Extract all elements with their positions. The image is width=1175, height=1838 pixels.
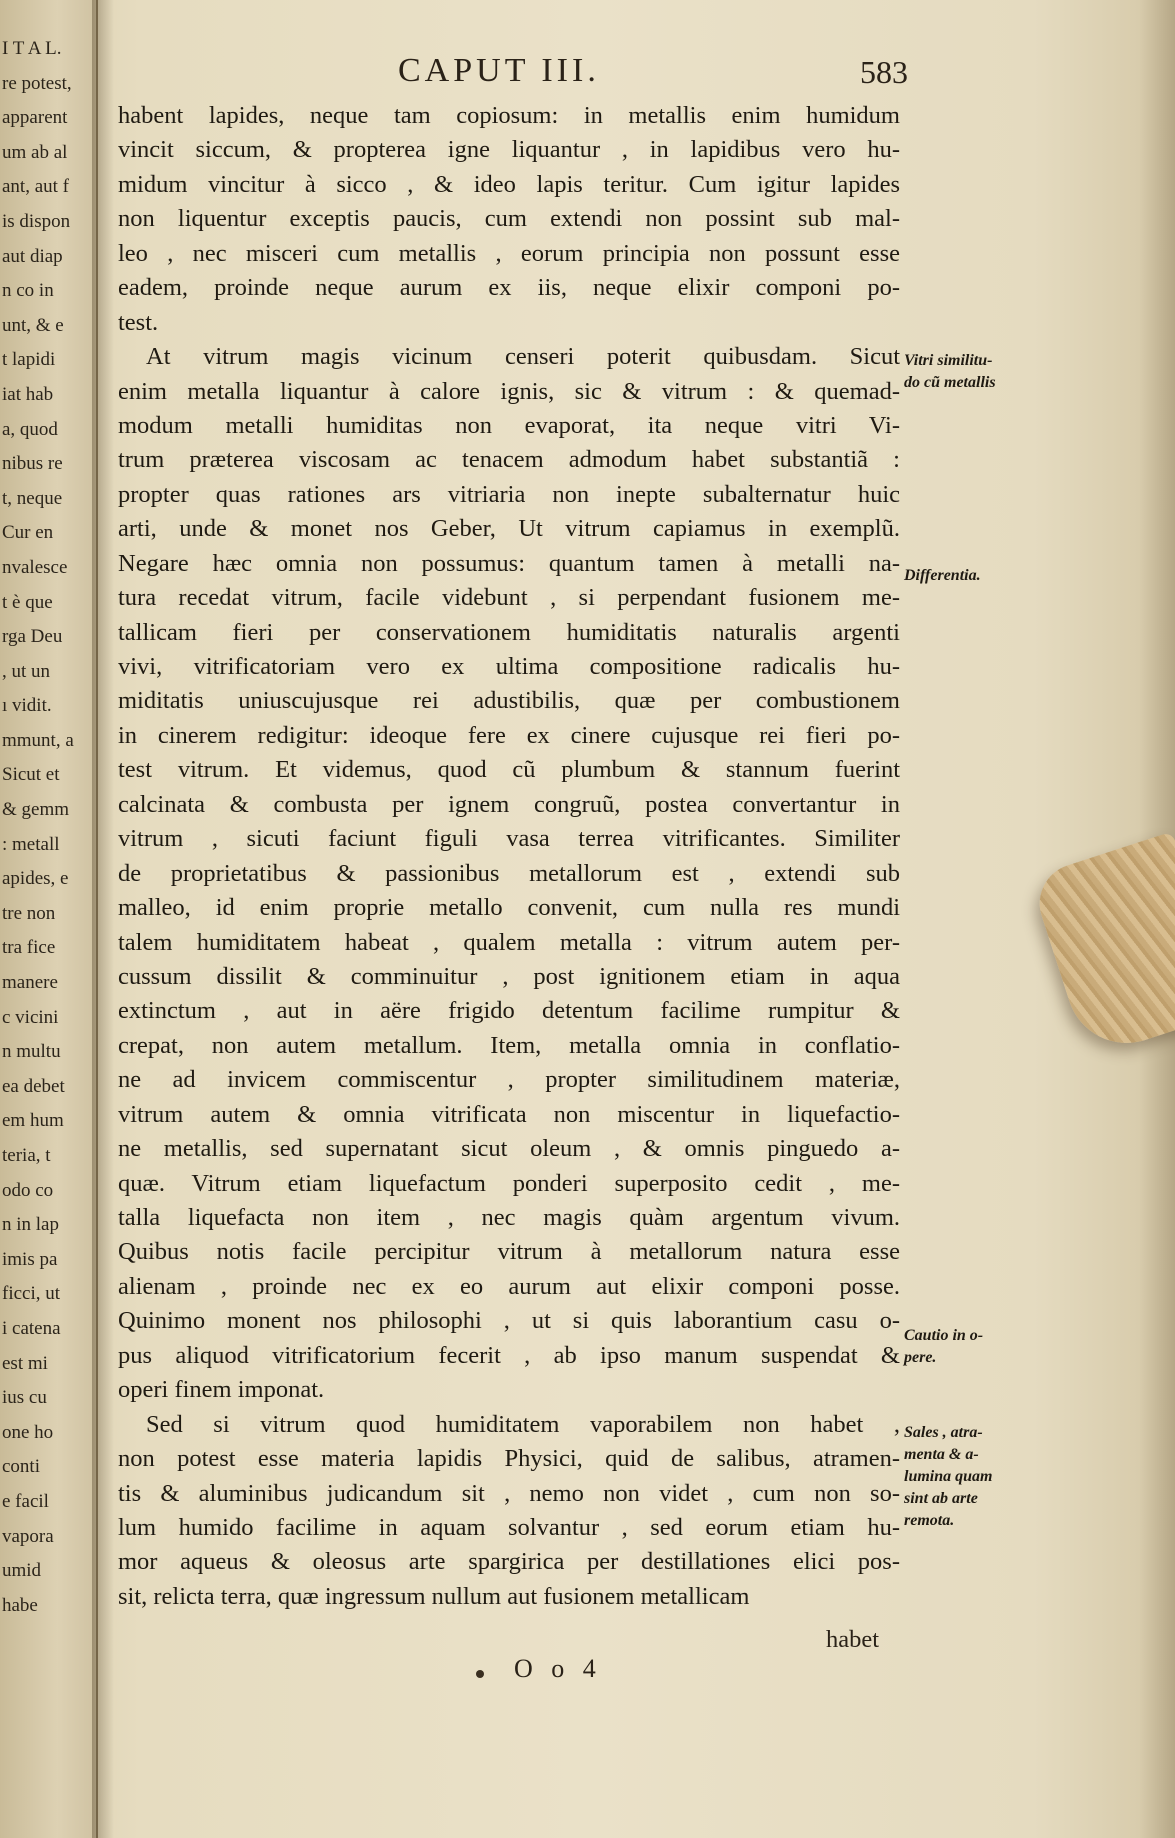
- facing-page-fragment: iat hab: [2, 383, 54, 405]
- facing-page-fragment: n multu: [2, 1041, 61, 1063]
- margin-note-line: Differentia.: [904, 567, 981, 584]
- facing-page-fragment: mmunt, a: [2, 729, 74, 751]
- text-line: alienam , proinde nec ex eo aurum aut elixir componi posse.: [118, 1272, 900, 1300]
- facing-page-fragment: rga Deu: [2, 626, 63, 648]
- facing-page-fragment: : metall: [2, 833, 60, 855]
- facing-page-fragment: odo co: [2, 1179, 54, 1201]
- text-line: arti, unde & monet nos Geber, Ut vitrum capiamus in exemplũ.: [118, 515, 900, 543]
- margin-note-line: sint ab arte: [904, 1490, 978, 1507]
- text-line: calcinata & combusta per ignem congruũ, postea convertantur in: [118, 790, 900, 818]
- facing-page-fragment: habe: [2, 1594, 38, 1616]
- text-line: tura recedat vitrum, facile videbunt , si perpendant fusionem me-: [118, 584, 900, 612]
- text-line: quæ. Vitrum etiam liquefactum ponderi superposito cedit , me-: [118, 1169, 900, 1197]
- text-line: pus aliquod vitrificatorium fecerit , ab ipso manum suspendat &: [118, 1341, 900, 1369]
- text-line: malleo, id enim proprie metallo convenit, cum nulla res mundi: [118, 894, 900, 922]
- text-line: operi finem imponat.: [118, 1376, 325, 1404]
- wooden-page-weight: [1029, 831, 1175, 1058]
- margin-note: [904, 1325, 983, 1369]
- gutter-shadow: [92, 0, 114, 1838]
- facing-page-fragment: nvalesce: [2, 556, 68, 578]
- text-line: At vitrum magis vicinum censeri poterit quibusdam. Sicut: [146, 343, 900, 371]
- signature-mark: O o 4: [514, 1654, 602, 1683]
- facing-page-fragment: manere: [2, 972, 58, 994]
- text-line: tis & aluminibus judicandum sit , nemo non videt , cum non so-: [118, 1479, 900, 1507]
- text-line: talem humiditatem habeat , qualem metalla : vitrum autem per-: [118, 928, 900, 956]
- facing-page-fragment: conti: [2, 1456, 40, 1478]
- facing-page-fragment: I T A L.: [2, 38, 62, 59]
- text-line: mor aqueus & oleosus arte spargirica per destillationes elici pos-: [118, 1548, 900, 1576]
- margin-note-line: Vitri similitu-: [904, 352, 993, 369]
- facing-page-fragment: ı vidit.: [2, 695, 52, 717]
- facing-page-fragment: t lapidi: [2, 349, 56, 371]
- text-line: non liquentur exceptis paucis, cum extendi non possint sub mal-: [118, 205, 900, 233]
- facing-page-fragment: ficci, ut: [2, 1283, 61, 1305]
- facing-page-fragment: teria, t: [2, 1145, 51, 1166]
- margin-note: [904, 1422, 992, 1532]
- margin-note-line: menta & a-: [904, 1446, 979, 1463]
- facing-page-fragment: t, neque: [2, 487, 63, 509]
- facing-page-edge: [0, 0, 98, 1838]
- facing-page-fragment: re potest,: [2, 72, 72, 94]
- facing-page-fragment: tre non: [2, 902, 56, 924]
- text-line: Negare hæc omnia non possumus: quantum tamen à metalli na-: [118, 549, 900, 577]
- page-number: 583: [860, 54, 908, 90]
- margin-note-line: Cautio in o-: [904, 1327, 984, 1344]
- text-line: vitrum , sicuti faciunt figuli vasa terrea vitrificantes. Similiter: [118, 825, 900, 853]
- margin-note-line: remota.: [904, 1512, 955, 1529]
- text-line: sit, relicta terra, quæ ingressum nullum aut fusionem metallicam: [118, 1582, 750, 1610]
- facing-page-fragment: vapora: [2, 1525, 54, 1547]
- facing-page-fragment: nibus re: [2, 453, 63, 475]
- text-line: crepat, non autem metallum. Item, metalla omnia in conflatio-: [118, 1031, 900, 1059]
- facing-page-fragment: n in lap: [2, 1214, 59, 1236]
- text-line: tallicam fieri per conservationem humiditatis naturalis argenti: [118, 618, 900, 646]
- text-line: ne metallis, sed supernatant sicut oleum , & omnis pinguedo a-: [118, 1135, 900, 1163]
- facing-page-fragment: est mi: [2, 1352, 48, 1374]
- facing-page-fragment: one ho: [2, 1421, 54, 1443]
- margin-note: [904, 565, 981, 587]
- facing-page-fragment: e facil: [2, 1490, 49, 1512]
- facing-page-fragment: is dispon: [2, 210, 71, 232]
- facing-page-fragment: ant, aut f: [2, 176, 70, 198]
- text-line: talla liquefacta non item , nec magis quàm argentum vivum.: [118, 1204, 900, 1231]
- text-line: leo , nec misceri cum metallis , eorum principia non possunt esse: [118, 239, 900, 267]
- running-title: CAPUT III.: [398, 52, 600, 89]
- text-line: vivi, vitrificatoriam vero ex ultima compositione radicalis hu-: [118, 653, 900, 680]
- facing-page-fragment: c vicini: [2, 1006, 59, 1028]
- text-line: in cinerem redigitur: ideoque fere ex cinere cujusque rei fieri po-: [118, 721, 900, 749]
- facing-page-fragment: apides, e: [2, 868, 69, 890]
- text-line: ne ad invicem commiscentur , propter similitudinem materiæ,: [118, 1066, 900, 1094]
- facing-page-fragment: apparent: [2, 107, 68, 129]
- facing-page-fragment: tra fice: [2, 937, 56, 959]
- text-line: test vitrum. Et videmus, quod cũ plumbum & stannum fuerint: [118, 756, 900, 784]
- facing-page-fragment: em hum: [2, 1110, 64, 1132]
- text-line: test.: [118, 308, 159, 336]
- text-line: Sed si vitrum quod humiditatem vaporabilem non habet ,: [146, 1410, 900, 1438]
- margin-note-line: do cũ metallis: [904, 374, 996, 391]
- text-line: midum vincitur à sicco , & ideo lapis teritur. Cum igitur lapides: [118, 170, 900, 198]
- text-line: extinctum , aut in aëre frigido detentum facilime rumpitur &: [118, 997, 900, 1025]
- text-line: vitrum autem & omnia vitrificata non miscentur in liquefactio-: [118, 1100, 900, 1128]
- text-line: Quibus notis facile percipitur vitrum à metallorum natura esse: [118, 1238, 900, 1266]
- text-line: vincit siccum, & propterea igne liquantur , in lapidibus vero hu-: [118, 136, 900, 164]
- ink-dot: [476, 1670, 484, 1678]
- body-text: [118, 99, 900, 1614]
- facing-page-fragment: & gemm: [2, 799, 70, 821]
- facing-page-fragment: Cur en: [2, 522, 54, 544]
- page-header: [118, 52, 908, 92]
- facing-page-fragment: ea debet: [2, 1075, 65, 1097]
- text-line: lum humido facilime in aquam solvantur , sed eorum etiam hu-: [118, 1513, 900, 1541]
- facing-page-fragment: a, quod: [2, 418, 58, 440]
- text-line: modum metalli humiditas non evaporat, ita neque vitri Vi-: [118, 411, 900, 439]
- text-line: habent lapides, neque tam copiosum: in metallis enim humidum: [118, 102, 900, 129]
- margin-note-line: pere.: [904, 1349, 937, 1366]
- text-line: enim metalla liquantur à calore ignis, sic & vitrum : & quemad-: [118, 377, 900, 405]
- text-line: non potest esse materia lapidis Physici, quid de salibus, atramen-: [118, 1445, 900, 1473]
- facing-page-fragment: i catena: [2, 1317, 61, 1339]
- facing-page-fragment: t è que: [2, 591, 53, 613]
- margin-note-line: Sales , atra-: [904, 1424, 983, 1441]
- facing-page-fragment: , ut un: [2, 660, 51, 682]
- text-line: cussum dissilit & comminuitur , post ignitionem etiam in aqua: [118, 962, 900, 990]
- text-line: trum præterea viscosam ac tenacem admodum habet substantiã :: [118, 446, 900, 474]
- text-line: propter quas rationes ars vitriaria non inepte subalternatur huic: [118, 480, 900, 508]
- facing-page-fragment: Sicut et: [2, 764, 60, 786]
- facing-page-fragment: imis pa: [2, 1248, 58, 1270]
- margin-note-line: lumina quam: [904, 1468, 993, 1485]
- facing-page-fragment: ius cu: [2, 1387, 47, 1409]
- text-line: eadem, proinde neque aurum ex iis, neque elixir componi po-: [118, 274, 900, 302]
- facing-page-fragment: um ab al: [2, 141, 68, 163]
- facing-page-fragment: umid: [2, 1560, 42, 1582]
- text-line: Quinimo monent nos philosophi , ut si quis laborantium casu o-: [118, 1307, 900, 1335]
- facing-page-fragment: n co in: [2, 280, 54, 302]
- facing-page-fragment: aut diap: [2, 245, 63, 267]
- facing-page-fragment: unt, & e: [2, 314, 64, 336]
- catchword: habet: [826, 1626, 880, 1653]
- margin-note: [904, 350, 996, 394]
- text-line: de proprietatibus & passionibus metallorum est , extendi sub: [118, 859, 900, 887]
- facing-page-text-fragments: [2, 32, 92, 1623]
- text-line: miditatis uniuscujusque rei adustibilis, quæ per combustionem: [118, 687, 900, 715]
